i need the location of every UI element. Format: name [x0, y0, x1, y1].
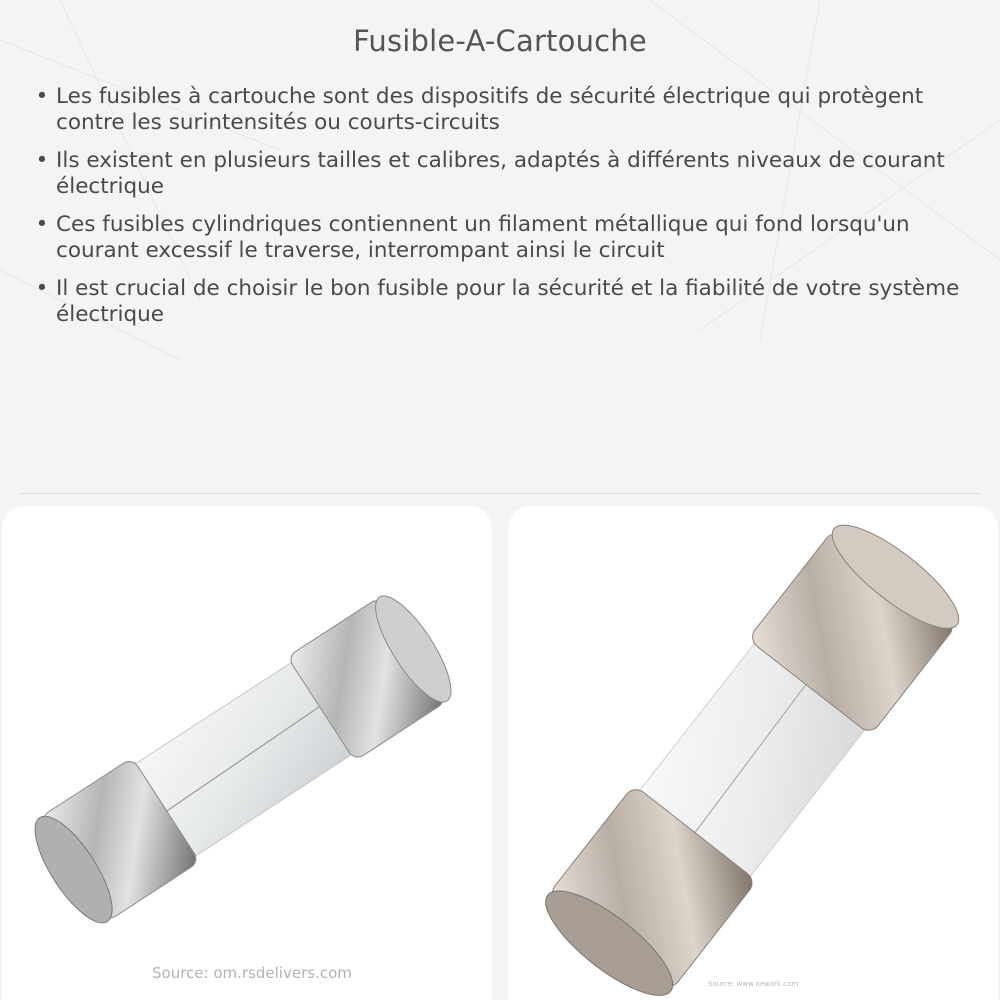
section-divider — [20, 493, 980, 494]
bullet-list — [34, 84, 964, 340]
image-source-caption: Source: www.newark.com — [708, 980, 799, 988]
bullet-text: Il est crucial de choisir le bon fusible pour la sécurité et la fiabilité de votre système électrique — [56, 276, 960, 327]
bullet-marker: • — [35, 148, 49, 173]
bullet-marker: • — [35, 212, 49, 237]
glass-fuse-illustration — [2, 506, 492, 1000]
ceramic-fuse-illustration — [508, 506, 998, 1000]
bullet-text: Les fusibles à cartouche sont des dispositifs de sécurité électrique qui protègent contre les surintensités ou courts-circuits — [56, 84, 924, 135]
bullet-item — [34, 148, 964, 200]
bullet-item — [34, 84, 964, 136]
fuse-image-right — [508, 506, 998, 1000]
image-source-caption: Source: om.rsdelivers.com — [152, 964, 352, 982]
page-title: Fusible-A-Cartouche — [353, 24, 647, 58]
bullet-marker: • — [35, 276, 49, 301]
bullet-item — [34, 212, 964, 264]
fuse-image-left — [2, 506, 492, 1000]
bullet-marker: • — [35, 84, 49, 109]
bullet-text: Ces fusibles cylindriques contiennent un filament métallique qui fond lorsqu'un courant excessif le traverse, interrompant ainsi le circuit — [56, 212, 910, 263]
bullet-item — [34, 276, 964, 328]
bullet-text: Ils existent en plusieurs tailles et calibres, adaptés à différents niveaux de courant électrique — [56, 148, 945, 199]
